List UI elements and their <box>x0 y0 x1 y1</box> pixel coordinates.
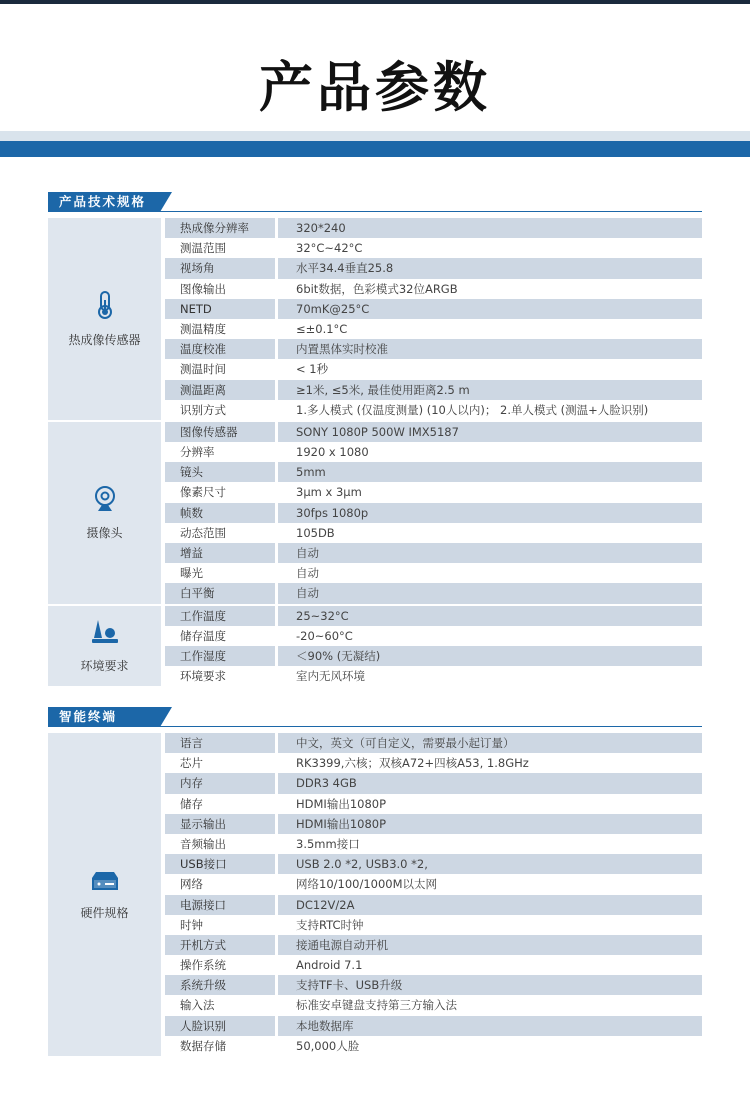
spec-value: 水平34.4垂直25.8 <box>278 258 702 278</box>
spec-value: HDMI输出1080P <box>278 814 702 834</box>
spec-rows <box>165 422 702 604</box>
group-label <box>48 422 161 604</box>
table-row <box>165 543 702 563</box>
spec-value: 本地数据库 <box>278 1016 702 1036</box>
table-row <box>165 814 702 834</box>
spec-key: 图像传感器 <box>165 422 275 442</box>
spec-key: 内存 <box>165 773 275 793</box>
spec-key: 芯片 <box>180 756 203 771</box>
table-row <box>165 794 702 814</box>
spec-key: 增益 <box>165 543 275 563</box>
spec-key: 开机方式 <box>165 935 275 955</box>
spec-key: 分辨率 <box>180 445 215 460</box>
spec-value: DDR3 4GB <box>278 773 702 793</box>
table-row <box>165 955 702 975</box>
spec-key: 视场角 <box>165 258 275 278</box>
hardware-box-icon <box>90 869 120 896</box>
spec-key: 工作温度 <box>165 606 275 626</box>
table-row <box>165 400 702 420</box>
table-row <box>165 339 702 359</box>
table-row <box>165 279 702 299</box>
section-rule <box>160 211 702 212</box>
group-label <box>48 606 161 687</box>
spec-key: 储存 <box>180 796 203 811</box>
spec-value: 1.多人模式 (仅温度测量) (10人以内)； 2.单人模式 (测温+人脸识别) <box>296 402 649 417</box>
table-row <box>165 238 702 258</box>
spec-value: ≥1米, ≤5米, 最佳使用距离2.5 m <box>278 380 702 400</box>
page-title: 产品参数 <box>259 56 491 119</box>
header-band-dark <box>0 141 750 157</box>
spec-value: 50,000人脸 <box>296 1038 360 1053</box>
spec-key: 语言 <box>165 733 275 753</box>
spec-rows <box>165 733 702 1056</box>
table-row <box>165 935 702 955</box>
table-row <box>165 874 702 894</box>
table-row <box>165 442 702 462</box>
spec-value: 25~32°C <box>278 606 702 626</box>
spec-key: 测温范围 <box>180 241 226 256</box>
table-row <box>165 1036 702 1056</box>
spec-value: < 1秒 <box>296 362 329 377</box>
section-header <box>48 192 702 212</box>
table-row <box>165 646 702 666</box>
spec-key: 测温距离 <box>165 380 275 400</box>
spec-key: 识别方式 <box>180 402 226 417</box>
spec-value: 320*240 <box>278 218 702 238</box>
spec-value: 3μm x 3μm <box>296 485 362 500</box>
header-band-light <box>0 131 750 141</box>
section-title: 产品技术规格 <box>48 192 160 212</box>
spec-value: -20~60°C <box>296 628 353 643</box>
group-label-text: 热成像传感器 <box>68 332 141 347</box>
thermometer-icon <box>94 290 116 323</box>
table-row <box>165 733 702 753</box>
spec-value: 标准安卓键盘支持第三方输入法 <box>296 998 457 1013</box>
spec-value: 6bit数据，色彩模式32位ARGB <box>296 281 458 296</box>
spec-key: 动态范围 <box>180 525 226 540</box>
spec-value: 室内无风环境 <box>296 669 365 684</box>
spec-key: 人脸识别 <box>165 1016 275 1036</box>
section-title: 智能终端 <box>48 707 160 727</box>
table-row <box>165 975 702 995</box>
spec-key: 音频输出 <box>180 836 226 851</box>
group-label-text: 硬件规格 <box>80 905 129 920</box>
table-row <box>165 915 702 935</box>
spec-value: 支持TF卡、USB升级 <box>278 975 702 995</box>
spec-value: 105DB <box>296 525 335 540</box>
spec-value: USB 2.0 *2, USB3.0 *2, <box>278 854 702 874</box>
spec-key: 环境要求 <box>180 669 226 684</box>
table-row <box>165 583 702 603</box>
spec-group <box>48 606 702 687</box>
spec-key: 温度校准 <box>165 339 275 359</box>
table-row <box>165 626 702 646</box>
spec-group <box>48 733 702 1056</box>
spec-key: 镜头 <box>165 462 275 482</box>
spec-group <box>48 218 702 420</box>
spec-rows <box>165 218 702 420</box>
section-tech-specs <box>48 192 702 686</box>
table-row <box>165 563 702 583</box>
spec-key: 操作系统 <box>180 958 226 973</box>
table-row <box>165 666 702 686</box>
table-row <box>165 606 702 626</box>
table-row <box>165 462 702 482</box>
spec-key: 储存温度 <box>180 628 226 643</box>
section-header <box>48 707 702 727</box>
table-row <box>165 503 702 523</box>
webcam-icon <box>92 485 118 516</box>
spec-key: NETD <box>165 299 275 319</box>
spec-value: RK3399,六核；双核A72+四核A53, 1.8GHz <box>296 756 529 771</box>
group-label <box>48 733 161 1056</box>
spec-value: ＜90% (无凝结) <box>278 646 702 666</box>
spec-key: 像素尺寸 <box>180 485 226 500</box>
table-row <box>165 995 702 1015</box>
spec-key: 帧数 <box>165 503 275 523</box>
spec-key: 输入法 <box>180 998 215 1013</box>
spec-key: 显示输出 <box>165 814 275 834</box>
spec-value: 自动 <box>296 566 319 581</box>
table-row <box>165 773 702 793</box>
spec-value: 网络10/100/1000M以太网 <box>296 877 438 892</box>
spec-value: 自动 <box>278 583 702 603</box>
spec-value: 5mm <box>278 462 702 482</box>
spec-key: 白平衡 <box>165 583 275 603</box>
spec-key: 电源接口 <box>165 895 275 915</box>
section-smart-terminal <box>48 707 702 1056</box>
environment-icon <box>90 618 120 649</box>
table-row <box>165 258 702 278</box>
spec-value: DC12V/2A <box>278 895 702 915</box>
spec-key: 曝光 <box>180 566 203 581</box>
spec-value: SONY 1080P 500W IMX5187 <box>278 422 702 442</box>
spec-key: 工作湿度 <box>165 646 275 666</box>
spec-rows <box>165 606 702 687</box>
spec-group <box>48 422 702 604</box>
table-row <box>165 482 702 502</box>
spec-value: 32°C~42°C <box>296 241 363 256</box>
table-row <box>165 359 702 379</box>
spec-key: 系统升级 <box>165 975 275 995</box>
table-row <box>165 319 702 339</box>
spec-value: 1920 x 1080 <box>296 445 369 460</box>
table-row <box>165 854 702 874</box>
spec-value: 3.5mm接口 <box>296 836 360 851</box>
spec-key: 数据存储 <box>180 1038 226 1053</box>
spec-value: 支持RTC时钟 <box>296 917 364 932</box>
group-label <box>48 218 161 420</box>
spec-value: 30fps 1080p <box>278 503 702 523</box>
spec-value: Android 7.1 <box>296 958 363 973</box>
spec-value: 内置黑体实时校准 <box>278 339 702 359</box>
spec-key: 热成像分辨率 <box>165 218 275 238</box>
table-row <box>165 218 702 238</box>
table-row <box>165 380 702 400</box>
group-label-text: 环境要求 <box>80 658 129 673</box>
spec-key: 测温时间 <box>180 362 226 377</box>
spec-key: 图像输出 <box>180 281 226 296</box>
spec-value: 接通电源自动开机 <box>278 935 702 955</box>
spec-value: HDMI输出1080P <box>296 796 387 811</box>
spec-value: 自动 <box>278 543 702 563</box>
section-rule <box>160 726 702 727</box>
spec-key: 网络 <box>180 877 203 892</box>
table-row <box>165 895 702 915</box>
spec-key: 时钟 <box>180 917 203 932</box>
table-row <box>165 299 702 319</box>
spec-value: 70mK@25°C <box>278 299 702 319</box>
table-row <box>165 753 702 773</box>
table-row <box>165 523 702 543</box>
table-row <box>165 1016 702 1036</box>
spec-value: ≤±0.1°C <box>296 321 348 336</box>
spec-key: 测温精度 <box>180 321 226 336</box>
table-row <box>165 834 702 854</box>
spec-key: USB接口 <box>165 854 275 874</box>
spec-value: 中文，英文（可自定义，需要最小起订量） <box>278 733 702 753</box>
top-border <box>0 0 750 4</box>
group-label-text: 摄像头 <box>86 525 123 540</box>
table-row <box>165 422 702 442</box>
